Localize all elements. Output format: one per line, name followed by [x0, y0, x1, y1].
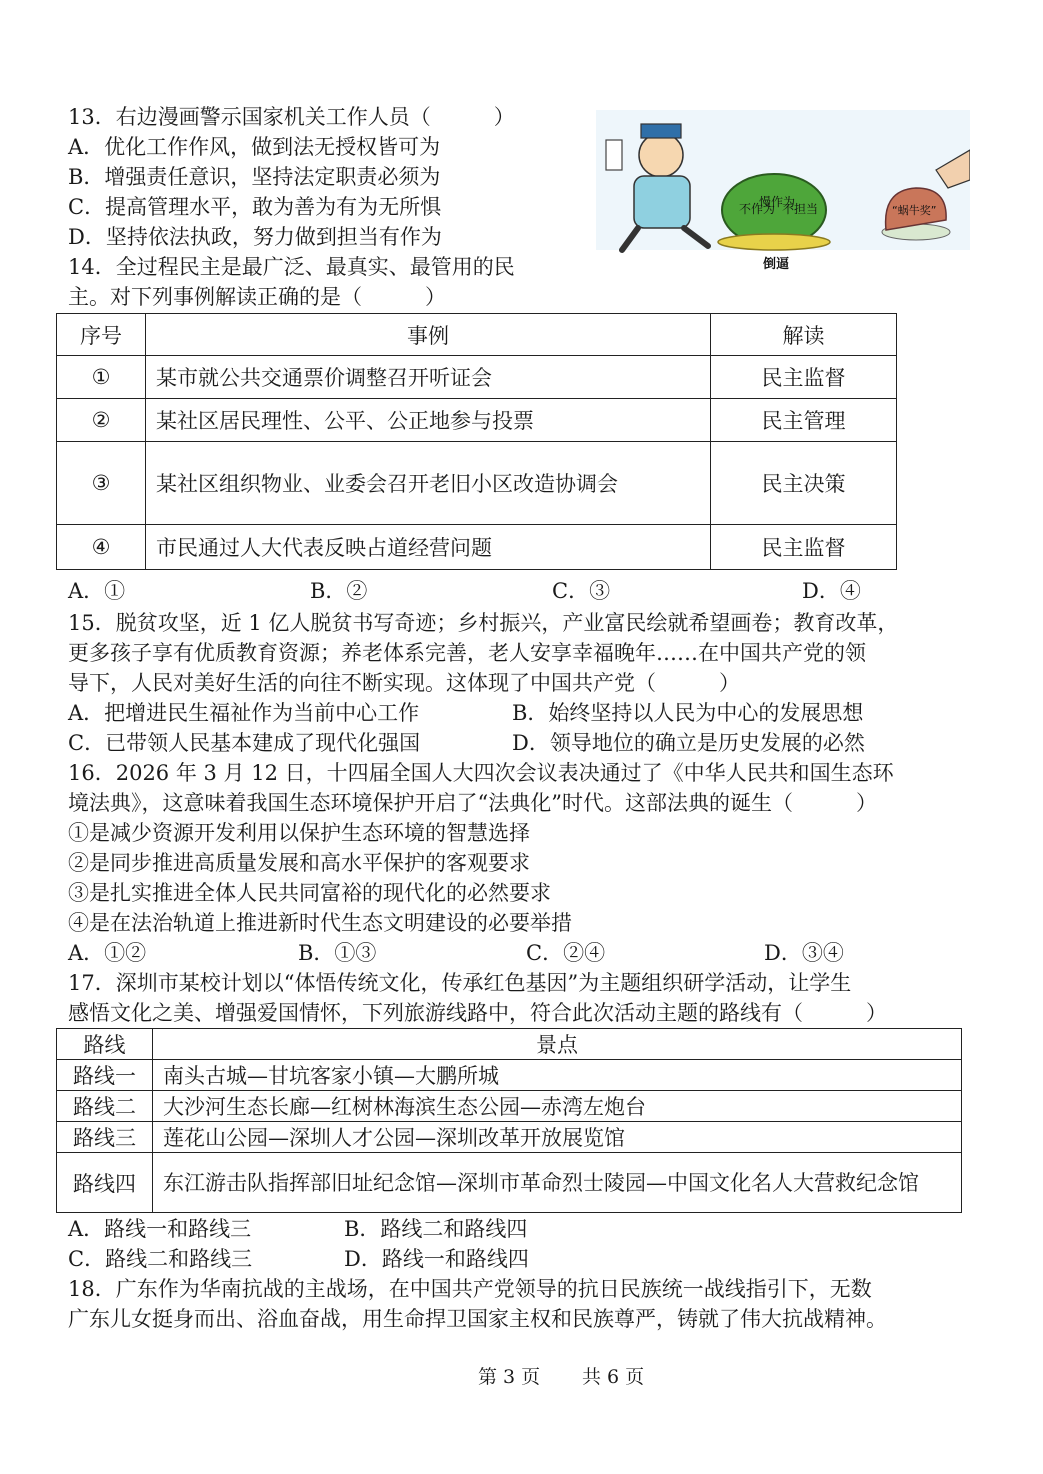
snail-label: “蜗牛奖” [892, 204, 937, 217]
shell-text-2: 慢作为 [759, 195, 796, 209]
q17-option-d: D．路线一和路线四 [344, 1247, 529, 1271]
q17-table [56, 1028, 962, 1213]
cartoon-image [596, 110, 970, 275]
table-cell: 民主监督 [711, 356, 897, 399]
q15-line1: 15．脱贫攻坚，近 1 亿人脱贫书写奇迹；乡村振兴，产业富民绘就希望画卷；教育改革， [68, 611, 899, 635]
q14-option-b: B．② [310, 579, 368, 603]
q15-option-b: B．始终坚持以人民为中心的发展思想 [512, 701, 864, 725]
q15-line2: 更多孩子享有优质教育资源；养老体系完善，老人安享幸福晚年……在中国共产党的领 [68, 641, 866, 665]
q18-line2: 广东儿女挺身而出、浴血奋战，用生命捍卫国家主权和民族尊严，铸就了伟大抗战精神。 [68, 1307, 887, 1331]
q14-stem-line2: 主。对下列事例解读正确的是（ ） [68, 285, 446, 309]
table-cell: 路线二 [57, 1091, 153, 1122]
q16-option-b: B．①③ [298, 941, 377, 965]
q16-line1: 16．2026 年 3 月 12 日，十四届全国人大四次会议表决通过了《中华人民共和国生态环 [68, 761, 894, 785]
table-cell: 路线三 [57, 1122, 153, 1153]
table-row [57, 442, 897, 525]
table-header-cell: 序号 [57, 314, 146, 356]
q15-option-c: C．已带领人民基本建成了现代化强国 [68, 731, 421, 755]
q13-option-b: B．增强责任意识，坚持法定职责必须为 [68, 165, 441, 189]
q13-option-a: A．优化工作作风，做到法无授权皆可为 [68, 135, 441, 159]
q14-stem-line1: 14．全过程民主是最广泛、最真实、最管用的民 [68, 255, 515, 279]
table-header-cell: 事例 [146, 314, 711, 356]
q14-table [56, 313, 897, 570]
table-cell: 某社区组织物业、业委会召开老旧小区改造协调会 [146, 442, 711, 525]
table-cell: 某社区居民理性、公平、公正地参与投票 [146, 399, 711, 442]
q14-option-a: A．① [68, 579, 126, 603]
q14-option-d: D．④ [802, 579, 861, 603]
table-cell: 路线一 [57, 1060, 153, 1091]
table-cell: ① [57, 356, 146, 399]
table-header-cell: 景点 [153, 1029, 962, 1060]
q13-option-d: D．坚持依法执政，努力做到担当有作为 [68, 225, 442, 249]
table-row [57, 1091, 962, 1122]
table-cell: 民主决策 [711, 442, 897, 525]
table-row [57, 1122, 962, 1153]
table-cell: 民主管理 [711, 399, 897, 442]
q17-option-a: A．路线一和路线三 [68, 1217, 252, 1241]
q13-stem: 13．右边漫画警示国家机关工作人员（ ） [68, 105, 515, 129]
shell-text-1: 不作为 [739, 202, 776, 216]
table-cell: 市民通过人大代表反映占道经营问题 [146, 525, 711, 570]
table-cell: 大沙河生态长廊—红树林海滨生态公园—赤湾左炮台 [153, 1091, 962, 1122]
q17-line2: 感悟文化之美、增强爱国情怀，下列旅游线路中，符合此次活动主题的路线有（ ） [68, 1001, 887, 1025]
cartoon-caption: 倒逼 [763, 257, 790, 272]
table-row [57, 525, 897, 570]
table-header-cell: 路线 [57, 1029, 153, 1060]
q16-item-2: ②是同步推进高质量发展和高水平保护的客观要求 [68, 851, 530, 875]
q16-line2: 境法典》，这意味着我国生态环境保护开启了“法典化”时代。这部法典的诞生（ ） [68, 791, 877, 815]
table-row [57, 1060, 962, 1091]
q15-option-a: A．把增进民生福祉作为当前中心工作 [68, 701, 420, 725]
table-cell: ③ [57, 442, 146, 525]
table-cell: 莲花山公园—深圳人才公园—深圳改革开放展览馆 [153, 1122, 962, 1153]
table-row [57, 356, 897, 399]
table-row [57, 399, 897, 442]
table-cell: 南头古城—甘坑客家小镇—大鹏所城 [153, 1060, 962, 1091]
q16-item-4: ④是在法治轨道上推进新时代生态文明建设的必要举措 [68, 911, 572, 935]
shell-text-3: 不担当 [782, 202, 819, 216]
cartoon-drawing [596, 110, 970, 275]
table-header-row [57, 1029, 962, 1060]
table-cell: ④ [57, 525, 146, 570]
q17-option-c: C．路线二和路线三 [68, 1247, 253, 1271]
table-row [57, 1153, 962, 1213]
q15-line3: 导下，人民对美好生活的向往不断实现。这体现了中国共产党（ ） [68, 671, 740, 695]
table-cell: ② [57, 399, 146, 442]
page-total: 共 6 页 [582, 1366, 645, 1388]
q13-option-c: C．提高管理水平，敢为善为有为无所惧 [68, 195, 442, 219]
q18-line1: 18．广东作为华南抗战的主战场，在中国共产党领导的抗日民族统一战线指引下，无数 [68, 1277, 872, 1301]
table-cell: 某市就公共交通票价调整召开听证会 [146, 356, 711, 399]
table-cell: 东江游击队指挥部旧址纪念馆—深圳市革命烈士陵园—中国文化名人大营救纪念馆 [153, 1153, 962, 1213]
q16-item-3: ③是扎实推进全体人民共同富裕的现代化的必然要求 [68, 881, 551, 905]
page-number: 第 3 页 [478, 1366, 541, 1388]
q15-option-d: D．领导地位的确立是历史发展的必然 [512, 731, 865, 755]
q14-option-c: C．③ [552, 579, 611, 603]
q16-option-a: A．①② [68, 941, 147, 965]
q16-option-d: D．③④ [764, 941, 844, 965]
q16-item-1: ①是减少资源开发利用以保护生态环境的智慧选择 [68, 821, 530, 845]
table-cell: 民主监督 [711, 525, 897, 570]
q16-option-c: C．②④ [526, 941, 606, 965]
q17-option-b: B．路线二和路线四 [344, 1217, 528, 1241]
q17-line1: 17．深圳市某校计划以“体悟传统文化，传承红色基因”为主题组织研学活动，让学生 [68, 971, 852, 995]
table-header-row [57, 314, 897, 356]
table-header-cell: 解读 [711, 314, 897, 356]
table-cell: 路线四 [57, 1153, 153, 1213]
